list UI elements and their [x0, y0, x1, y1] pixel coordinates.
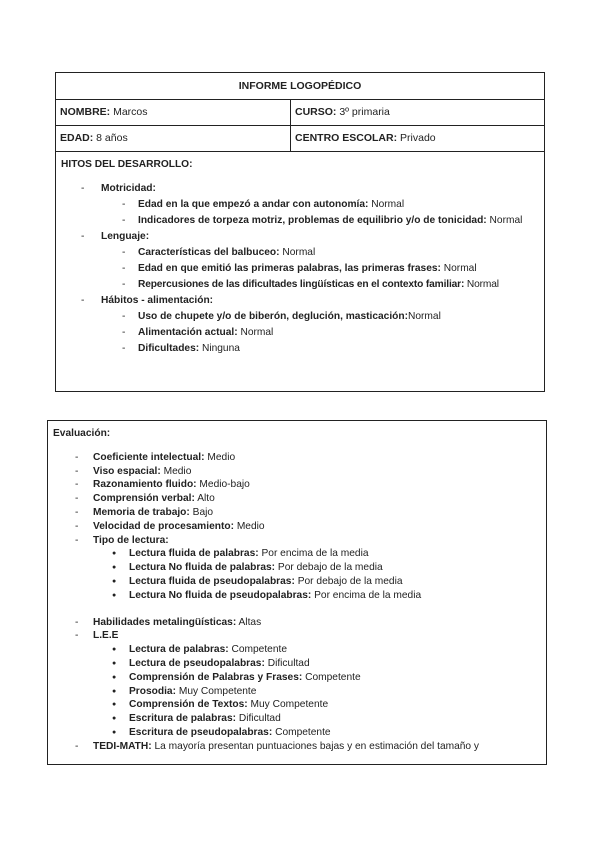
item-label: Lectura de pseudopalabras:: [129, 657, 265, 669]
item-label: Memoria de trabajo:: [93, 506, 190, 518]
item-label: Lectura No fluida de pseudopalabras:: [129, 589, 312, 601]
curso-value: 3º primaria: [339, 106, 390, 118]
list-item: [61, 293, 539, 357]
list-item: [53, 547, 541, 561]
edad-value: 8 años: [96, 132, 128, 144]
evaluation-list: [53, 451, 541, 548]
item-value: Muy Competente: [250, 699, 329, 711]
item-label: Alimentación actual:: [138, 327, 238, 338]
list-item: [53, 520, 541, 534]
row-nombre-curso: [56, 100, 544, 126]
list-item: [53, 712, 541, 726]
item-value: Por debajo de la media: [297, 575, 403, 587]
item-value: Muy Competente: [178, 685, 257, 697]
list-item: [53, 657, 541, 671]
list-item: [53, 685, 541, 699]
row-edad-centro: [56, 126, 544, 152]
list-item: [53, 506, 541, 520]
item-label: Viso espacial:: [93, 465, 161, 477]
item-value: Normal: [240, 327, 274, 338]
item-value: Normal: [489, 215, 523, 226]
evaluation-section: [48, 421, 546, 766]
item-label: Lectura fluida de pseudopalabras:: [129, 575, 295, 587]
item-value: Normal: [408, 311, 441, 322]
item-label: Comprensión de Palabras y Frases:: [129, 671, 303, 683]
list-item: [101, 277, 539, 293]
item-value: Altas: [238, 616, 262, 628]
item-value: Alto: [197, 493, 215, 505]
motricidad-heading: Motricidad:: [101, 183, 156, 194]
report-table: [55, 72, 545, 392]
centro-cell: [291, 126, 544, 151]
list-item: [53, 740, 541, 754]
item-label: TEDI-MATH:: [93, 740, 152, 752]
item-value: Medio: [236, 520, 265, 532]
list-item: [53, 492, 541, 506]
list-item: [53, 629, 541, 643]
item-label: Lectura No fluida de palabras:: [129, 562, 276, 574]
item-value: Normal: [371, 199, 405, 210]
item-label: Lectura fluida de palabras:: [129, 548, 259, 560]
list-item: [53, 698, 541, 712]
item-label: Edad en la que empezó a andar con autonomía:: [138, 199, 369, 210]
evaluation-list-2: [53, 616, 541, 644]
lee-list: [53, 643, 541, 740]
list-item: [53, 465, 541, 479]
lenguaje-list: [101, 245, 539, 293]
curso-label: CURSO:: [295, 106, 337, 118]
item-label: Uso de chupete y/o de biberón, deglución, masticación:: [138, 311, 409, 322]
list-item: [53, 575, 541, 589]
item-label: Dificultades:: [138, 343, 200, 354]
nombre-value: Marcos: [113, 106, 148, 118]
lenguaje-heading: Lenguaje:: [101, 231, 150, 242]
item-value: Normal: [282, 247, 316, 258]
motricidad-list: [101, 197, 539, 229]
spacer: [53, 603, 541, 616]
item-value: Medio: [207, 451, 236, 463]
lectura-list: [53, 547, 541, 602]
item-label: Escritura de palabras:: [129, 713, 237, 725]
item-value: Por debajo de la media: [277, 562, 383, 574]
list-item: [53, 534, 541, 548]
list-item: [101, 197, 539, 213]
report-title: INFORME LOGOPÉDICO: [56, 73, 544, 100]
item-label: Edad en que emitió las primeras palabras, las primeras frases:: [138, 263, 441, 274]
list-item: [53, 451, 541, 465]
edad-label: EDAD:: [60, 132, 94, 144]
item-label: Indicadores de torpeza motriz, problemas de equilibrio y/o de tonicidad:: [138, 215, 487, 226]
item-value: Medio-bajo: [199, 479, 250, 491]
item-value: Normal: [466, 279, 499, 290]
list-item: [61, 181, 539, 229]
item-value: Competente: [231, 644, 287, 656]
curso-cell: [291, 100, 544, 125]
item-value: Dificultad: [267, 657, 310, 669]
item-value: Normal: [443, 263, 477, 274]
evaluation-list-3: [53, 740, 541, 754]
lectura-heading: Tipo de lectura:: [93, 534, 169, 546]
list-item: [53, 589, 541, 603]
item-label: Escritura de pseudopalabras:: [129, 726, 273, 738]
item-value: Competente: [275, 726, 331, 738]
item-value: Ninguna: [201, 343, 240, 354]
lee-heading: L.E.E: [93, 630, 119, 642]
item-value: Por encima de la media: [261, 548, 369, 560]
list-item: [101, 325, 539, 341]
item-label: Comprensión verbal:: [93, 493, 195, 505]
list-item: [101, 245, 539, 261]
item-label: Razonamiento fluido:: [93, 479, 197, 491]
habitos-heading: Hábitos - alimentación:: [101, 295, 214, 306]
item-label: Repercusiones de las dificultades lingüísticas en el contexto familiar:: [138, 279, 465, 290]
hitos-title: HITOS DEL DESARROLLO:: [61, 159, 193, 170]
centro-label: CENTRO ESCOLAR:: [295, 132, 398, 144]
list-item: [53, 671, 541, 685]
list-item: [101, 341, 539, 357]
list-item: [53, 561, 541, 575]
list-item: [101, 309, 539, 325]
item-label: Lectura de palabras:: [129, 644, 229, 656]
centro-value: Privado: [400, 132, 436, 144]
hitos-section: [56, 152, 544, 384]
item-label: Coeficiente intelectual:: [93, 451, 205, 463]
item-value: Dificultad: [238, 713, 281, 725]
item-value: Medio: [163, 465, 192, 477]
item-label: Habilidades metalingüísticas:: [93, 616, 237, 628]
item-value: Competente: [305, 671, 361, 683]
habitos-list: [101, 309, 539, 357]
nombre-label: NOMBRE:: [60, 106, 111, 118]
edad-cell: [56, 126, 291, 151]
evaluation-table: [47, 420, 547, 765]
item-label: Velocidad de procesamiento:: [93, 520, 234, 532]
list-item: [53, 478, 541, 492]
item-label: Comprensión de Textos:: [129, 699, 248, 711]
list-item: [53, 643, 541, 657]
item-value: Por encima de la media: [314, 589, 422, 601]
item-label: Características del balbuceo:: [138, 247, 280, 258]
item-value: Bajo: [192, 506, 214, 518]
list-item: [61, 229, 539, 293]
list-item: [53, 726, 541, 740]
list-item: [53, 616, 541, 630]
list-item: [101, 261, 539, 277]
item-value: La mayoría presentan puntuaciones bajas y en estimación del tamaño y: [154, 740, 480, 752]
item-label: Prosodia:: [129, 685, 176, 697]
evaluation-title: Evaluación:: [53, 428, 111, 439]
nombre-cell: [56, 100, 291, 125]
list-item: [101, 213, 539, 229]
hitos-list: [61, 181, 539, 357]
